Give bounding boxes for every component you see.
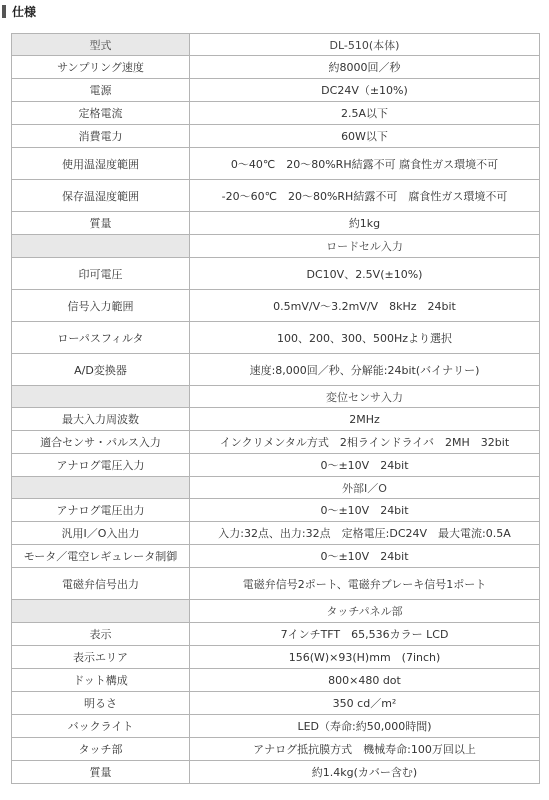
- spec-label: 保存温湿度範囲: [12, 180, 190, 212]
- table-row: [12, 322, 540, 354]
- table-row: [12, 212, 540, 235]
- spec-label: 電磁弁信号出力: [12, 568, 190, 600]
- spec-value: 0～±10V 24bit: [190, 499, 540, 522]
- spec-label: バックライト: [12, 715, 190, 738]
- spec-value: 7インチTFT 65,536カラー LCD: [190, 623, 540, 646]
- section-row: [12, 477, 540, 499]
- table-row: [12, 623, 540, 646]
- spec-label: アナログ電圧入力: [12, 454, 190, 477]
- spec-value: インクリメンタル方式 2相ラインドライバ 2MH 32bit: [190, 431, 540, 454]
- spec-label: 型式: [12, 34, 190, 56]
- spec-label: 使用温湿度範囲: [12, 148, 190, 180]
- table-row: [12, 715, 540, 738]
- spec-label: 印可電圧: [12, 258, 190, 290]
- table-row: [12, 408, 540, 431]
- table-row: [12, 431, 540, 454]
- table-row: [12, 692, 540, 715]
- spec-value: アナログ抵抗膜方式 機械寿命:100万回以上: [190, 738, 540, 761]
- spec-value: 800×480 dot: [190, 669, 540, 692]
- spec-label: アナログ電圧出力: [12, 499, 190, 522]
- spec-label: 適合センサ・パルス入力: [12, 431, 190, 454]
- spec-label: ドット構成: [12, 669, 190, 692]
- spec-value: 0.5mV/V～3.2mV/V 8kHz 24bit: [190, 290, 540, 322]
- spec-value: 約1.4kg(カバー含む): [190, 761, 540, 784]
- table-row: [12, 125, 540, 148]
- section-row: [12, 386, 540, 408]
- heading-text: 仕様: [12, 4, 37, 19]
- spec-value: LED（寿命:約50,000時間): [190, 715, 540, 738]
- section-title: ロードセル入力: [190, 235, 540, 258]
- spec-value: 156(W)×93(H)mm (7inch): [190, 646, 540, 669]
- spec-value: DC10V、2.5V(±10%): [190, 258, 540, 290]
- spec-label: タッチ部: [12, 738, 190, 761]
- table-row: [12, 669, 540, 692]
- spec-value: 2.5A以下: [190, 102, 540, 125]
- table-row: [12, 258, 540, 290]
- spec-label: モータ／電空レギュレータ制御: [12, 545, 190, 568]
- spec-table: [11, 33, 540, 784]
- spec-value: 約1kg: [190, 212, 540, 235]
- spec-label: 消費電力: [12, 125, 190, 148]
- spec-value: 100、200、300、500Hzより選択: [190, 322, 540, 354]
- spec-value: 350 cd／m²: [190, 692, 540, 715]
- table-row: [12, 545, 540, 568]
- spec-label: 表示: [12, 623, 190, 646]
- table-row: [12, 568, 540, 600]
- spec-value: 0～40℃ 20～80%RH結露不可 腐食性ガス環境不可: [190, 148, 540, 180]
- spec-label: 質量: [12, 761, 190, 784]
- table-row: [12, 761, 540, 784]
- table-row: [12, 738, 540, 761]
- section-title: タッチパネル部: [190, 600, 540, 623]
- spec-label: サンプリング速度: [12, 56, 190, 79]
- spec-label: 汎用I／O入出力: [12, 522, 190, 545]
- table-row: [12, 148, 540, 180]
- spec-heading: [2, 3, 36, 19]
- spec-value: 60W以下: [190, 125, 540, 148]
- spec-label: 表示エリア: [12, 646, 190, 669]
- spec-value: -20～60℃ 20～80%RH結露不可 腐食性ガス環境不可: [190, 180, 540, 212]
- section-title: 変位センサ入力: [190, 386, 540, 408]
- spec-label: 最大入力周波数: [12, 408, 190, 431]
- spec-label: ローパスフィルタ: [12, 322, 190, 354]
- spec-value: 0～±10V 24bit: [190, 454, 540, 477]
- spec-label: [12, 477, 190, 499]
- section-row: [12, 235, 540, 258]
- table-row: [12, 79, 540, 102]
- section-row: [12, 34, 540, 56]
- table-row: [12, 354, 540, 386]
- spec-label: [12, 386, 190, 408]
- spec-value: 0～±10V 24bit: [190, 545, 540, 568]
- spec-value: DC24V（±10%): [190, 79, 540, 102]
- table-row: [12, 499, 540, 522]
- spec-label: 質量: [12, 212, 190, 235]
- table-row: [12, 102, 540, 125]
- spec-label: 明るさ: [12, 692, 190, 715]
- spec-label: 定格電流: [12, 102, 190, 125]
- spec-value: 電磁弁信号2ポート、電磁弁ブレーキ信号1ポート: [190, 568, 540, 600]
- section-title: DL-510(本体): [190, 34, 540, 56]
- table-row: [12, 646, 540, 669]
- spec-label: [12, 600, 190, 623]
- heading-bar-icon: [2, 5, 6, 18]
- section-row: [12, 600, 540, 623]
- spec-value: 速度:8,000回／秒、分解能:24bit(バイナリー): [190, 354, 540, 386]
- spec-value: 入力:32点、出力:32点 定格電圧:DC24V 最大電流:0.5A: [190, 522, 540, 545]
- table-row: [12, 290, 540, 322]
- section-title: 外部I／O: [190, 477, 540, 499]
- table-row: [12, 56, 540, 79]
- spec-label: A/D変換器: [12, 354, 190, 386]
- spec-label: 電源: [12, 79, 190, 102]
- table-row: [12, 522, 540, 545]
- spec-label: 信号入力範囲: [12, 290, 190, 322]
- table-row: [12, 454, 540, 477]
- table-row: [12, 180, 540, 212]
- spec-value: 2MHz: [190, 408, 540, 431]
- spec-label: [12, 235, 190, 258]
- spec-value: 約8000回／秒: [190, 56, 540, 79]
